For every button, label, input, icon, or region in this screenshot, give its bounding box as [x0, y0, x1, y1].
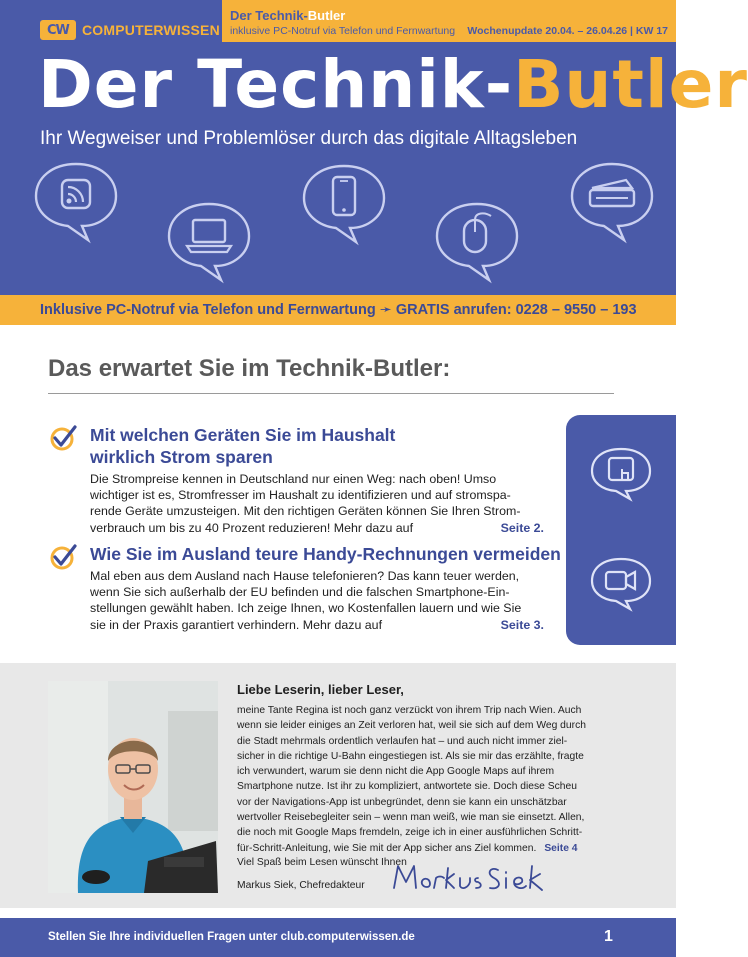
pc-notruf-bar [0, 295, 676, 325]
letter-body [237, 703, 615, 856]
letter-line: wenn sie leider einiges an Zeit verloren hat, weil sie sich auf dem Weg durch [237, 720, 586, 732]
letter-line: die noch mit Google Maps fremdeln, zeige ich in einer ausführlichen Schritt- [237, 827, 583, 839]
tagline: Ihr Wegweiser und Problemlöser durch das digitale Alltagsleben [40, 128, 578, 149]
arrow-right-icon: ➛ [379, 302, 392, 318]
strip-title-main: Der Technik- [230, 8, 308, 23]
smartphone-icon [298, 160, 390, 246]
computerwissen-logo-icon [40, 20, 76, 40]
page-reference: Seite 2. [500, 520, 544, 535]
item-text-line: rende Geräte umzusteigen. Mit den richtigen Geräten können Sie Ihren Strom- [90, 504, 521, 519]
page-reference: Seite 4 [544, 842, 578, 854]
letter-greeting: Liebe Leserin, lieber Leser, [237, 682, 404, 697]
divider [48, 393, 614, 394]
letter-line: die Stadt mehrmals ordentlich verlaufen hat – und auch nicht immer ziel- [237, 735, 568, 747]
letter-line: wertvoller Reisebegleiter sein – wenn man weiß, wie man sie einsetzt. Allen, [237, 812, 585, 824]
page-title [38, 46, 748, 123]
logo-glyph: CW [47, 23, 69, 38]
top-info-strip [222, 0, 676, 42]
item-text-line: verbrauch um bis zu 40 Prozent reduzieren! Mehr dazu auf [90, 520, 414, 535]
item-text [90, 568, 544, 633]
notruf-label: Inklusive PC-Notruf via Telefon und Fernwartung [40, 302, 376, 318]
item-text-line: Die Strompreise kennen in Deutschland nur einen Weg: nach oben! Umso [90, 472, 497, 486]
video-camera-icon [588, 555, 654, 611]
letter-line: ich verwundert, warum sie denn nicht die App Google Maps auf ihrem [237, 766, 555, 778]
laptop-icon [163, 198, 255, 284]
strip-subtitle: inklusive PC-Notruf via Telefon und Fernwartung [230, 25, 456, 37]
letter-line: vor der Navigations-App ist unbegründet, denn sie kann ein unschätzbar [237, 796, 567, 808]
item-title [90, 543, 561, 565]
page-reference: Seite 3. [500, 617, 544, 632]
letter-line: sicher in die richtige U-Bahn eingestiegen ist. Als sie mir das erzählte, fragte [237, 750, 584, 762]
week-label: Wochenupdate 20.04. – 26.04.26 | KW 17 [467, 25, 668, 37]
editor-photo [48, 681, 218, 893]
item-text-line: stellungen gewählt haben. Ich zeige Ihnen, wo Kostenfallen lauern und wie Sie [90, 601, 522, 616]
scanner-icon [566, 158, 658, 244]
logo-name: COMPUTERWISSEN [82, 22, 220, 38]
side-icon-panel [566, 415, 676, 645]
letter-closing: Viel Spaß beim Lesen wünscht Ihnen [237, 857, 407, 868]
footer [0, 918, 676, 957]
title-accent: Butler [513, 46, 748, 123]
pc-notruf-text [40, 302, 637, 318]
checkmark-icon [48, 542, 78, 572]
strip-title [230, 8, 345, 23]
letter-line: Smartphone nutze. Ist ihr zu kompliziert, antwortete sie. Doch diese Scheu [237, 781, 577, 793]
page-number: 1 [604, 928, 613, 945]
title-main: Der Technik- [38, 46, 514, 123]
contents-heading: Das erwartet Sie im Technik-Butler: [48, 355, 451, 382]
strip-title-accent: Butler [307, 8, 346, 23]
letter-line: meine Tante Regina ist noch ganz verzückt von ihrem Trip nach Wien. Auch [237, 705, 582, 716]
item-title [90, 424, 395, 468]
letter-line [237, 841, 615, 856]
item-title-line: Mit welchen Geräten Sie im Haushalt [90, 425, 396, 445]
mouse-icon [431, 198, 523, 284]
item-text-line: wenn Sie sich außerhalb der EU befinden und die falschen Smartphone-Ein- [90, 585, 510, 600]
letter-line-text: für-Schritt-Anleitung, wie Sie mit der App sicher ans Ziel kommen. [237, 842, 537, 854]
notruf-phone: GRATIS anrufen: 0228 – 9550 – 193 [395, 302, 637, 318]
item-text [90, 471, 544, 536]
item-text-line: sie in der Praxis garantiert verhindern. Mehr dazu auf [90, 617, 383, 632]
rss-icon [30, 158, 122, 244]
item-text-line: Mal eben aus dem Ausland nach Hause telefonieren? Das kann teuer werden, [90, 569, 520, 583]
tablet-touch-icon [588, 445, 654, 501]
item-title-line: Wie Sie im Ausland teure Handy-Rechnungen vermeiden [90, 544, 561, 564]
checkmark-icon [48, 423, 78, 453]
item-title-line: wirklich Strom sparen [90, 447, 273, 467]
club-link[interactable]: Stellen Sie Ihre individuellen Fragen unter club.computerwissen.de [48, 931, 415, 943]
logo-area [0, 0, 220, 42]
masthead [0, 0, 748, 295]
letter-signer: Markus Siek, Chefredakteur [237, 880, 365, 891]
item-text-line: wichtiger ist es, Stromfresser im Haushalt zu identifizieren und auf stromspa- [90, 488, 511, 503]
handwritten-signature [390, 860, 550, 896]
